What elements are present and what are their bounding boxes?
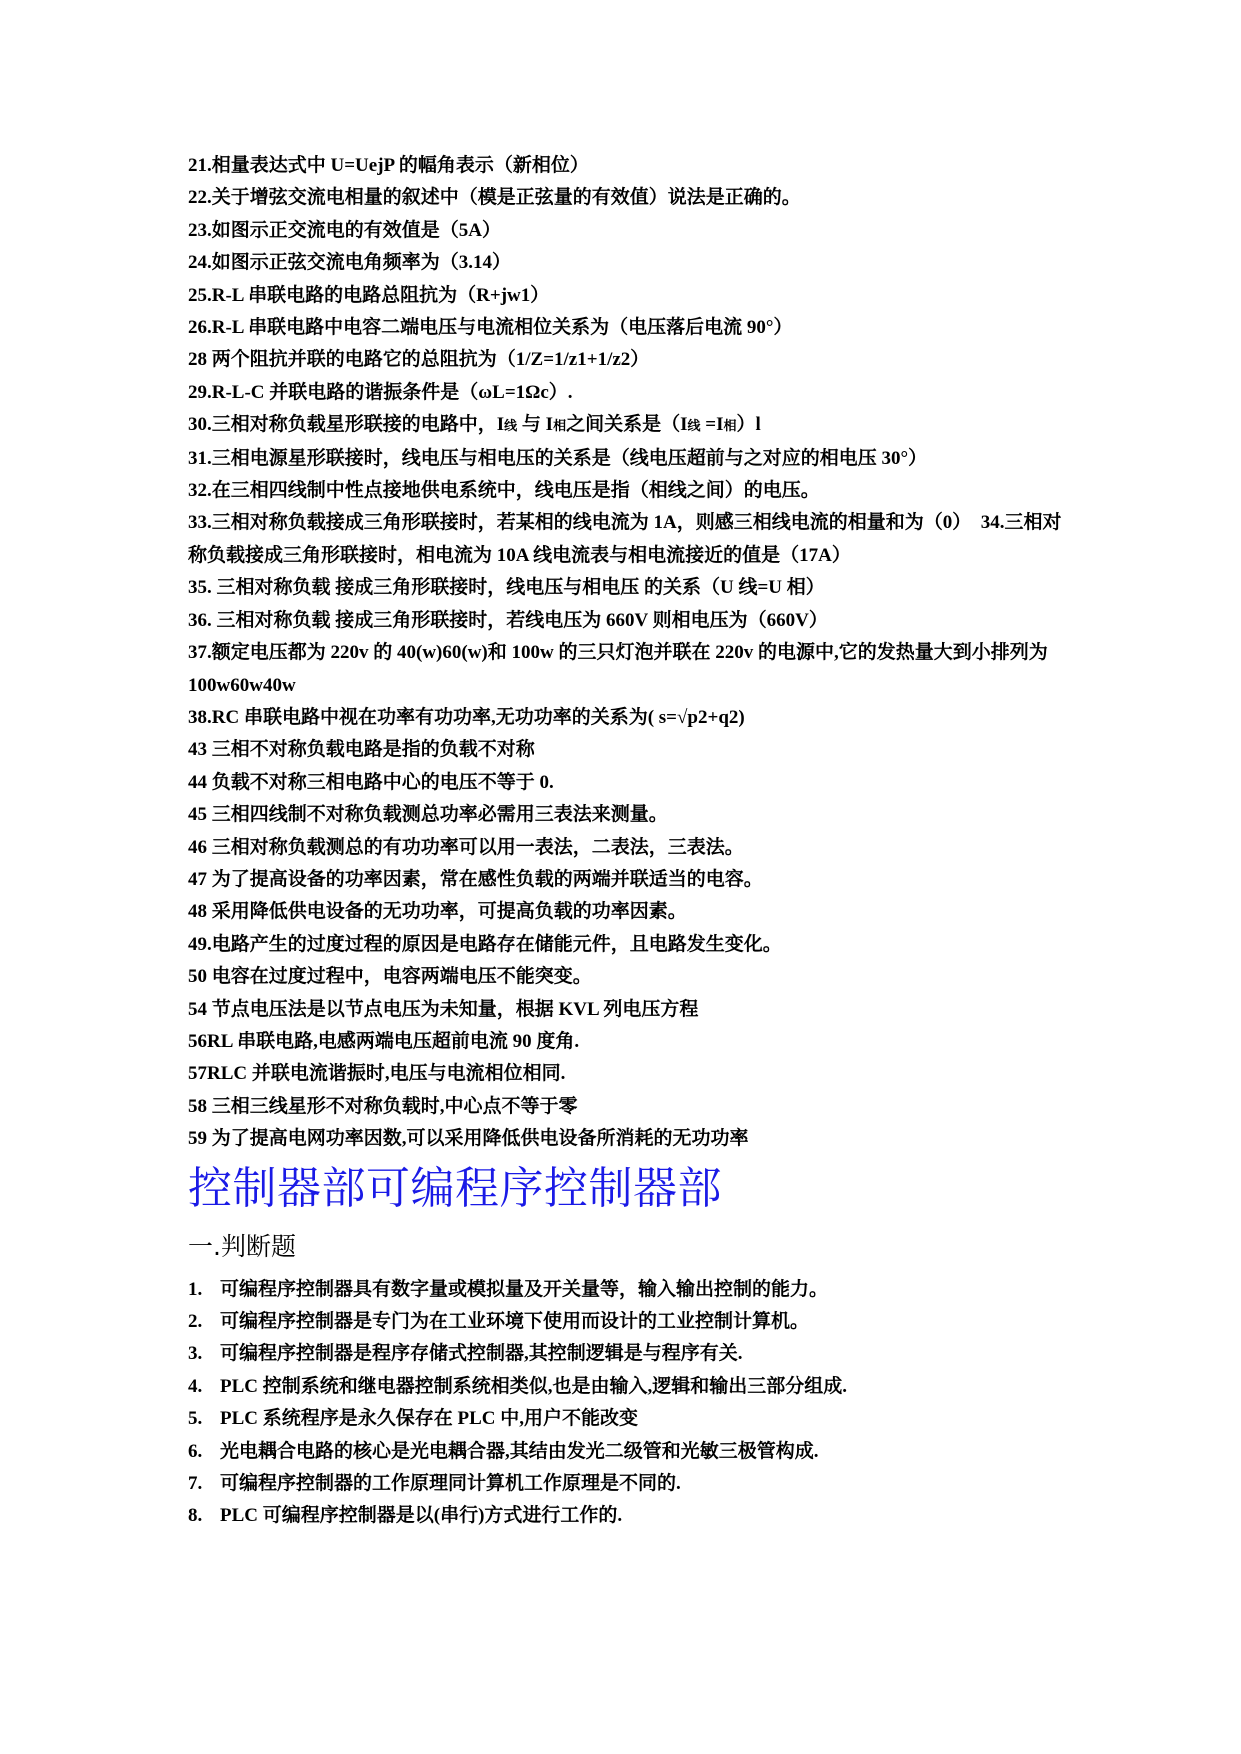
list-item-number: 7. bbox=[188, 1473, 203, 1495]
text-line-25: 25.R-L 串联电路的电路总阻抗为（R+jw1） bbox=[188, 284, 550, 306]
text-line-32: 32.在三相四线制中性点接地供电系统中，线电压是指（相线之间）的电压。 bbox=[188, 480, 820, 502]
list-item-number: 8. bbox=[188, 1505, 203, 1527]
list-item-text: PLC 控制系统和继电器控制系统相类似,也是由输入,逻辑和输出三部分组成. bbox=[220, 1375, 848, 1397]
text-line-49: 49.电路产生的过度过程的原因是电路存在储能元件，且电路发生变化。 bbox=[188, 933, 782, 955]
list-item-number: 3. bbox=[188, 1343, 203, 1365]
text-line-59: 59 为了提高电网功率因数,可以采用降低供电设备所消耗的无功功率 bbox=[188, 1128, 749, 1150]
list-item-number: 6. bbox=[188, 1440, 203, 1462]
list-item bbox=[188, 1371, 1068, 1403]
text-line-29: 29.R-L-C 并联电路的谐振条件是（ωL=1Ωc）. bbox=[188, 381, 573, 403]
line30-subscript-1: 线 bbox=[504, 418, 518, 434]
document-page bbox=[188, 150, 1068, 1533]
list-item-text: 可编程序控制器是专门为在工业环境下使用而设计的工业控制计算机。 bbox=[220, 1311, 810, 1332]
text-line-23: 23.如图示正交流电的有效值是（5A） bbox=[188, 219, 501, 241]
list-item-number: 2. bbox=[188, 1311, 203, 1332]
list-item-text: PLC 系统程序是永久保存在 PLC 中,用户不能改变 bbox=[220, 1408, 639, 1430]
text-line-45: 45 三相四线制不对称负载测总功率必需用三表法来测量。 bbox=[188, 804, 668, 826]
line30-part-e: ）l bbox=[736, 414, 761, 436]
line30-part-b: 与 I bbox=[517, 414, 554, 436]
subsection-heading: 一.判断题 bbox=[188, 1231, 296, 1261]
text-line-57: 57RLC 并联电流谐振时,电压与电流相位相同. bbox=[188, 1063, 566, 1085]
section-heading: 控制器部可编程序控制器部 bbox=[188, 1162, 722, 1214]
text-line-44: 44 负载不对称三相电路中心的电压不等于 0. bbox=[188, 771, 554, 793]
text-line-56: 56RL 串联电路,电感两端电压超前电流 90 度角. bbox=[188, 1030, 580, 1052]
line30-part-c: 之间关系是（I bbox=[566, 414, 688, 436]
list-item-number: 5. bbox=[188, 1408, 203, 1430]
list-item-text: 可编程序控制器的工作原理同计算机工作原理是不同的. bbox=[220, 1473, 681, 1495]
list-item bbox=[188, 1274, 1068, 1306]
text-line-48: 48 采用降低供电设备的无功功率，可提高负载的功率因素。 bbox=[188, 901, 687, 923]
list-item-text: PLC 可编程序控制器是以(串行)方式进行工作的. bbox=[220, 1505, 623, 1527]
list-item bbox=[188, 1403, 1068, 1435]
text-paragraph-33-34: 33.三相对称负载接成三角形联接时，若某相的线电流为 1A，则感三相线电流的相量和为（0） 34.三相对称负载接成三角形联接时，相电流为 10A 线电流表与相电流接近的值是（17A） bbox=[188, 512, 1062, 566]
list-item bbox=[188, 1500, 1068, 1532]
line30-part-d: =I bbox=[700, 414, 724, 436]
text-line-21: 21.相量表达式中 U=UejP 的幅角表示（新相位） bbox=[188, 155, 589, 176]
text-line-54: 54 节点电压法是以节点电压为未知量，根据 KVL 列电压方程 bbox=[188, 998, 699, 1020]
text-line-43: 43 三相不对称负载电路是指的负载不对称 bbox=[188, 739, 535, 761]
text-line-22: 22.关于增弦交流电相量的叙述中（模是正弦量的有效值）说法是正确的。 bbox=[188, 187, 801, 209]
text-line-36: 36. 三相对称负载 接成三角形联接时，若线电压为 660V 则相电压为（660V） bbox=[188, 609, 828, 631]
line30-subscript-4: 相 bbox=[723, 418, 737, 434]
text-line-50: 50 电容在过度过程中，电容两端电压不能突变。 bbox=[188, 966, 592, 988]
list-item bbox=[188, 1306, 1068, 1338]
line30-subscript-2: 相 bbox=[553, 418, 567, 434]
line30-subscript-3: 线 bbox=[687, 418, 701, 434]
list-item-text: 可编程序控制器是程序存储式控制器,其控制逻辑是与程序有关. bbox=[220, 1343, 743, 1365]
text-paragraph-37: 37.额定电压都为 220v 的 40(w)60(w)和 100w 的三只灯泡并联在 220v 的电源中,它的发热量大到小排列为 100w60w40w bbox=[188, 642, 1048, 696]
text-line-38: 38.RC 串联电路中视在功率有功功率,无功功率的关系为( s=√p2+q2) bbox=[188, 706, 745, 728]
list-item bbox=[188, 1468, 1068, 1500]
text-line-31: 31.三相电源星形联接时，线电压与相电压的关系是（线电压超前与之对应的相电压 30°） bbox=[188, 447, 928, 469]
list-item-text: 光电耦合电路的核心是光电耦合器,其结由发光二级管和光敏三极管构成. bbox=[220, 1440, 819, 1462]
list-item bbox=[188, 1338, 1068, 1370]
text-line-35: 35. 三相对称负载 接成三角形联接时，线电压与相电压 的关系（U 线=U 相） bbox=[188, 577, 825, 599]
list-item bbox=[188, 1436, 1068, 1468]
line30-part-a: 30.三相对称负载星形联接的电路中，I bbox=[188, 414, 505, 436]
text-line-30 bbox=[188, 409, 1068, 442]
text-line-24: 24.如图示正弦交流电角频率为（3.14） bbox=[188, 252, 512, 274]
text-line-28: 28 两个阻抗并联的电路它的总阻抗为（1/Z=1/z1+1/z2） bbox=[188, 349, 650, 371]
list-item-text: 可编程序控制器具有数字量或模拟量及开关量等，输入输出控制的能力。 bbox=[220, 1278, 829, 1300]
text-line-46: 46 三相对称负载测总的有功功率可以用一表法，二表法，三表法。 bbox=[188, 836, 744, 858]
text-line-58: 58 三相三线星形不对称负载时,中心点不等于零 bbox=[188, 1095, 578, 1117]
list-item-number: 4. bbox=[188, 1375, 203, 1397]
text-line-47: 47 为了提高设备的功率因素，常在感性负载的两端并联适当的电容。 bbox=[188, 868, 763, 890]
list-item-number: 1. bbox=[188, 1278, 203, 1300]
text-line-26: 26.R-L 串联电路中电容二端电压与电流相位关系为（电压落后电流 90°） bbox=[188, 317, 793, 339]
